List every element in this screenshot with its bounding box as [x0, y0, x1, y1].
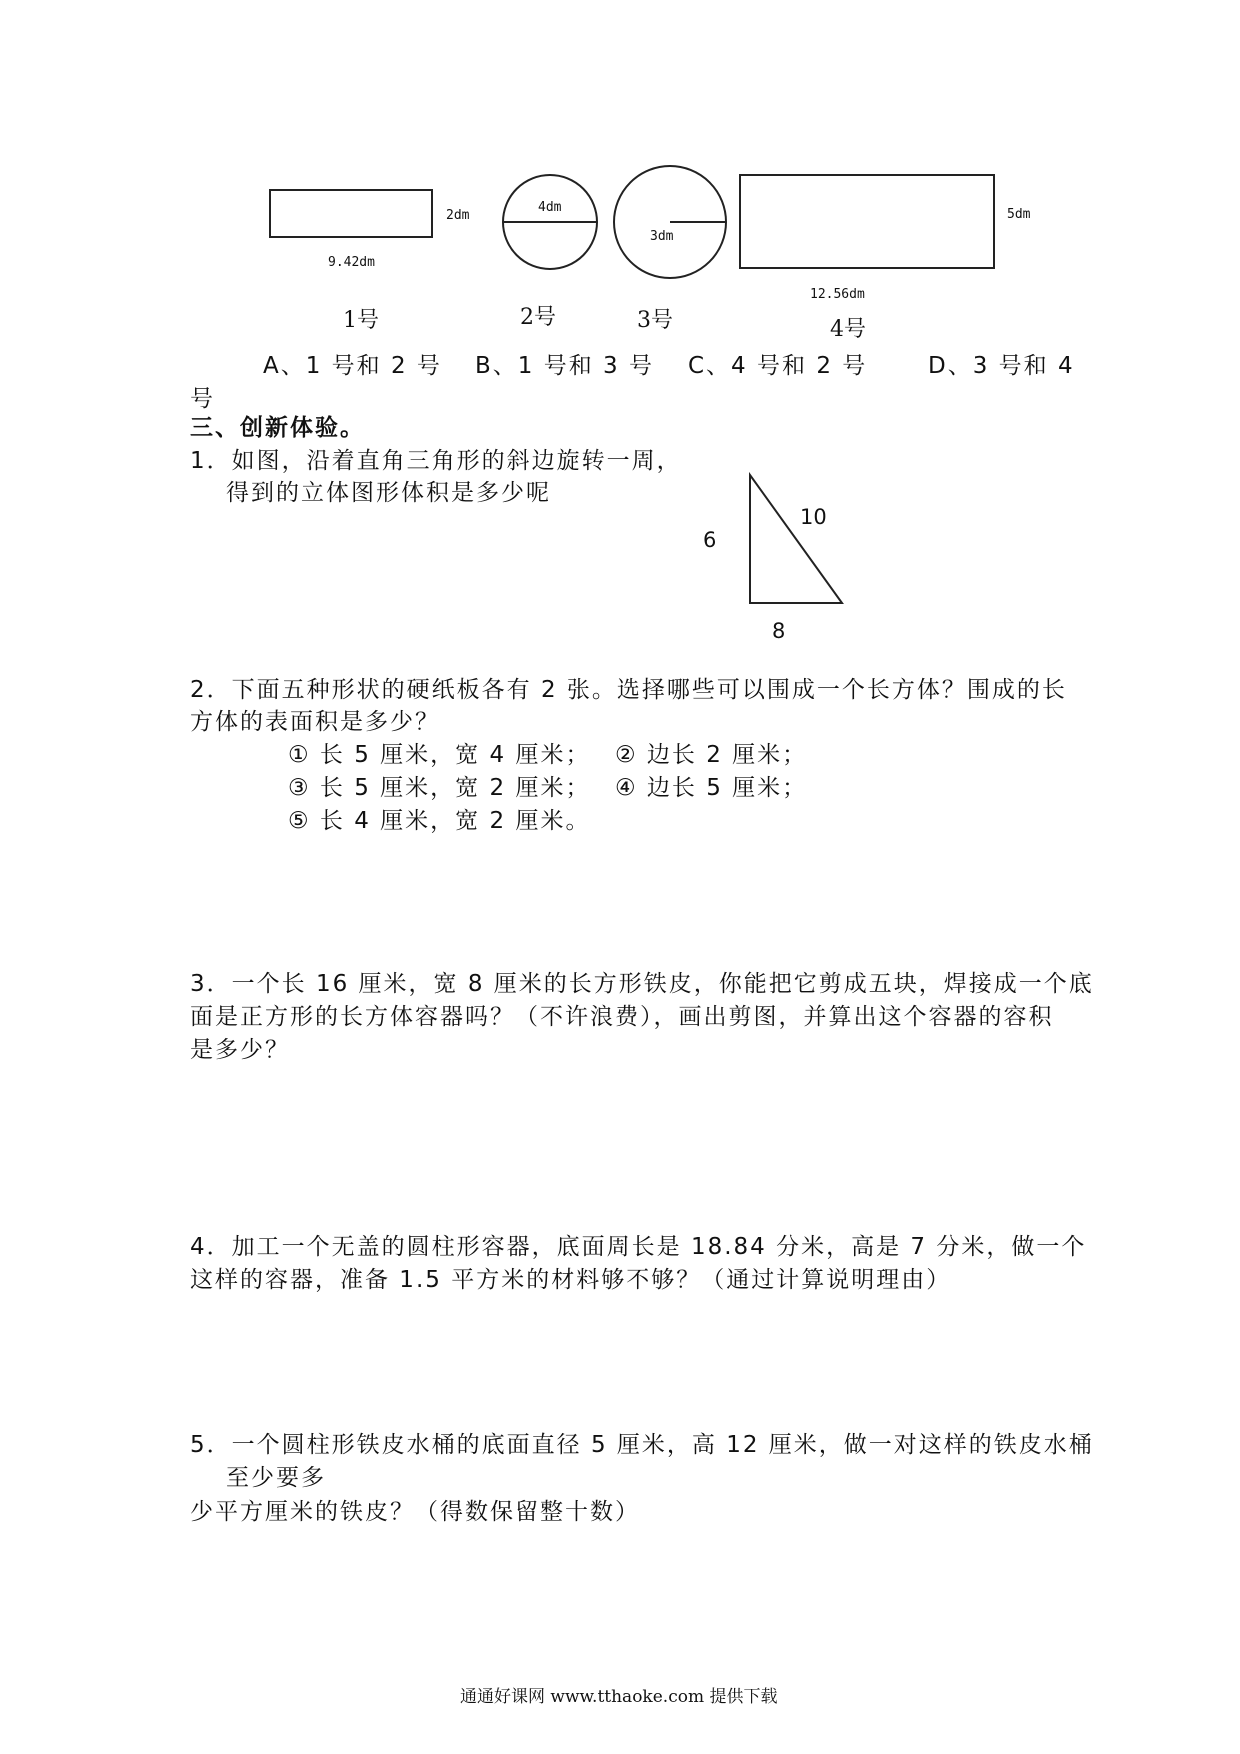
q4-line2: 这样的容器，准备 1.5 平方米的材料够不够？（通过计算说明理由）	[190, 1267, 952, 1293]
q2-item-1: ① 长 5 厘米，宽 4 厘米；	[288, 742, 591, 768]
option-c: C、4 号和 2 号	[688, 353, 868, 379]
q1-line1: 1．如图，沿着直角三角形的斜边旋转一周，	[190, 448, 682, 474]
q1-line2: 得到的立体图形体积是多少呢	[226, 480, 551, 506]
shape3-label: 3号	[637, 308, 673, 333]
q4-line1: 4．加工一个无盖的圆柱形容器，底面周长是 18.84 分米，高是 7 分米，做一个	[190, 1234, 1087, 1260]
q5-line1: 5．一个圆柱形铁皮水桶的底面直径 5 厘米，高 12 厘米，做一对这样的铁皮水桶	[190, 1432, 1094, 1458]
rectangle-1	[270, 190, 432, 237]
shape1-label: 1号	[343, 308, 379, 333]
q2-item-5: ⑤ 长 4 厘米，宽 2 厘米。	[288, 808, 591, 834]
option-d-continuation: 号	[190, 386, 215, 412]
right-triangle	[750, 475, 842, 603]
q2-item-4: ④ 边长 5 厘米；	[615, 775, 808, 801]
shape2-label: 2号	[520, 305, 556, 330]
shape1-height: 2dm	[446, 208, 470, 223]
shape1-width: 9.42dm	[328, 255, 375, 270]
q3-line1: 3．一个长 16 厘米，宽 8 厘米的长方形铁皮，你能把它剪成五块，焊接成一个底	[190, 971, 1094, 997]
triangle-hypotenuse: 10	[800, 505, 827, 529]
q2-item-3: ③ 长 5 厘米，宽 2 厘米；	[288, 775, 591, 801]
option-b: B、1 号和 3 号	[475, 353, 654, 379]
rectangle-4	[740, 175, 994, 268]
shape2-diameter: 4dm	[538, 200, 562, 215]
shape3-radius: 3dm	[650, 229, 674, 244]
q3-line3: 是多少？	[190, 1037, 290, 1063]
q2-line1: 2．下面五种形状的硬纸板各有 2 张。选择哪些可以围成一个长方体？围成的长	[190, 677, 1067, 703]
q2-item-2: ② 边长 2 厘米；	[615, 742, 808, 768]
footer-text: 通通好课网 www.tthaoke.com 提供下载	[460, 1687, 778, 1707]
option-a: A、1 号和 2 号	[263, 353, 442, 379]
q2-line2: 方体的表面积是多少？	[190, 709, 440, 735]
shape4-label: 4号	[830, 317, 866, 342]
option-d: D、3 号和 4	[928, 353, 1075, 379]
shape4-height: 5dm	[1007, 207, 1031, 222]
triangle-side-vertical: 6	[703, 528, 717, 552]
shape4-width: 12.56dm	[810, 287, 865, 302]
q5-line3: 少平方厘米的铁皮？（得数保留整十数）	[190, 1499, 640, 1525]
section-title: 三、创新体验。	[190, 415, 365, 441]
q5-line2: 至少要多	[226, 1465, 326, 1491]
q3-line2: 面是正方形的长方体容器吗？（不许浪费），画出剪图，并算出这个容器的容积	[190, 1004, 1054, 1030]
triangle-side-horizontal: 8	[772, 619, 786, 643]
